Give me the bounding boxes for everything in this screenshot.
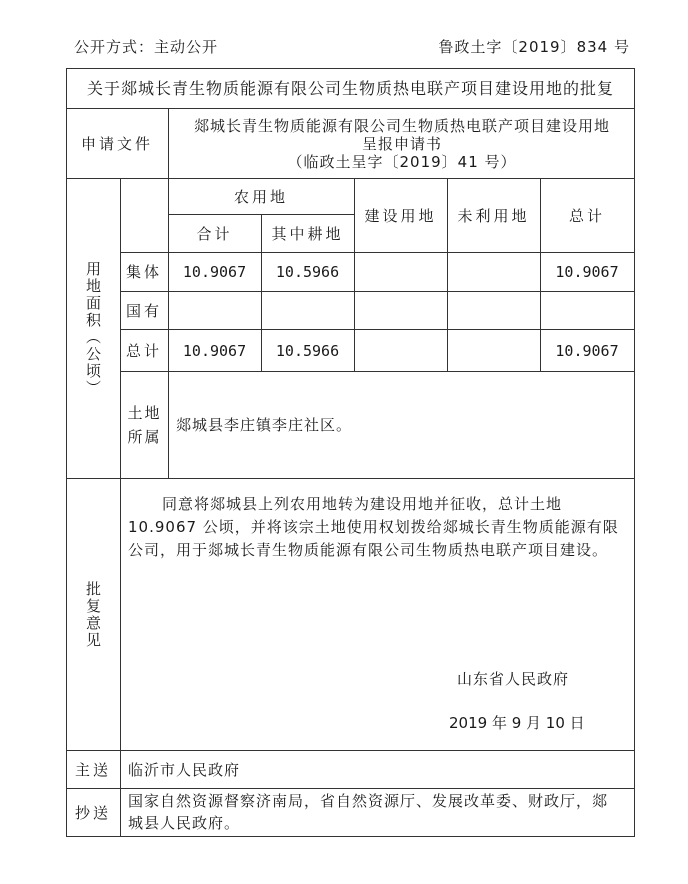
row-divider (66, 788, 635, 789)
state-construction (354, 292, 447, 329)
document-title: 关于郯城长青生物质能源有限公司生物质热电联产项目建设用地的批复 (86, 78, 614, 98)
copy-to-line: 城县人民政府。 (128, 814, 241, 832)
collective-cultivated: 10.5966 (275, 263, 340, 281)
row-label-state-owned: 国有 (125, 301, 162, 320)
application-label: 申请文件 (80, 134, 153, 153)
cultivated-header: 其中耕地 (271, 224, 344, 243)
total-construction (354, 330, 447, 371)
row-divider (66, 478, 635, 479)
collective-construction (354, 253, 447, 291)
state-unused (447, 292, 540, 329)
main-send-value: 临沂市人民政府 (128, 760, 241, 779)
application-line: （临政土呈字〔2019〕41 号） (287, 152, 517, 171)
copy-to-value (128, 790, 633, 834)
approval-opinion-text (128, 493, 630, 562)
state-cultivated (261, 292, 354, 329)
farmland-total-header: 合计 (196, 224, 233, 243)
land-area-side-label: 用地面积（公顷） (84, 260, 102, 397)
row-label-collective: 集体 (125, 263, 162, 281)
collective-unused (447, 253, 540, 291)
ownership-label-cell (121, 372, 168, 478)
approval-line: 10.9067 公顷，并将该宗土地使用权划拨给郯城长青生物质能源有限 (128, 518, 619, 536)
application-line: 呈报申请书 (361, 134, 442, 153)
disclosure-method: 公开方式：主动公开 (74, 38, 219, 56)
grand-total: 10.9067 (555, 341, 619, 360)
copy-to-label: 抄送 (74, 803, 111, 822)
application-line: 郯城长青生物质能源有限公司生物质热电联产项目建设用地 (193, 116, 610, 135)
application-document (169, 109, 635, 178)
state-total (540, 292, 634, 329)
total-cultivated: 10.5966 (275, 341, 340, 360)
approval-line: 公司，用于郯城长青生物质能源有限公司生物质热电联产项目建设。 (128, 541, 609, 559)
construction-land-header: 建设用地 (364, 206, 437, 225)
approval-opinion-label: 批复意见 (84, 580, 102, 649)
farmland-header: 农用地 (233, 187, 288, 206)
issuing-authority: 山东省人民政府 (457, 670, 570, 688)
main-send-label: 主送 (74, 760, 111, 779)
ownership-value: 郯城县李庄镇李庄社区。 (176, 416, 353, 434)
state-farmland-total (168, 292, 261, 329)
document-number: 鲁政土字〔2019〕834 号 (438, 38, 630, 56)
total-farmland-total: 10.9067 (182, 341, 247, 360)
ownership-label: 土地所属 (127, 404, 162, 446)
approval-date: 2019 年 9 月 10 日 (449, 714, 585, 732)
total-header: 总计 (568, 206, 605, 225)
table-border-bottom (66, 836, 635, 837)
copy-to-line: 国家自然资源督察济南局，省自然资源厅、发展改革委、财政厅，郯 (128, 792, 609, 810)
approval-line: 同意将郯城县上列农用地转为建设用地并征收，总计土地 (162, 495, 563, 513)
table-border-right (634, 68, 635, 836)
collective-farmland-total: 10.9067 (182, 263, 247, 281)
unused-land-header: 未利用地 (457, 206, 530, 225)
row-label-total: 总计 (125, 341, 162, 360)
collective-total: 10.9067 (555, 263, 619, 281)
total-unused (447, 330, 540, 371)
